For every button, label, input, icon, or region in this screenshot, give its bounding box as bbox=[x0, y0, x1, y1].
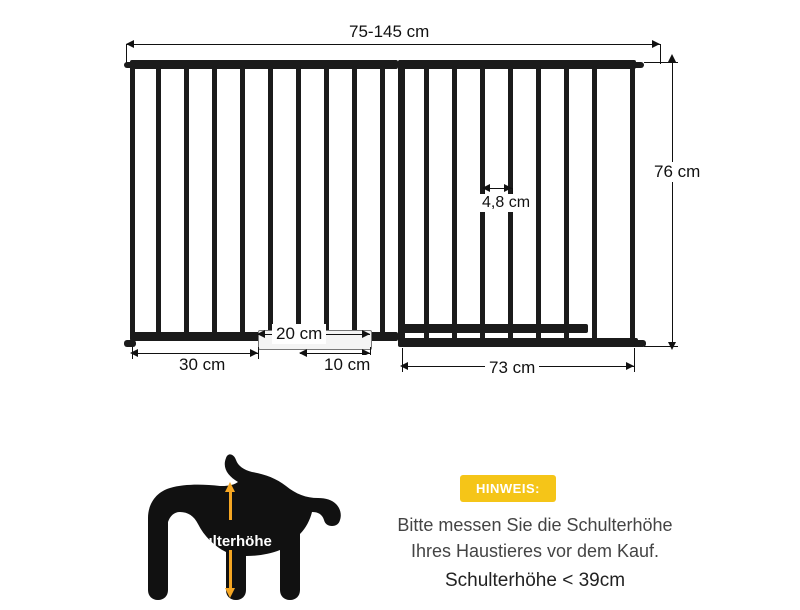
height-dimension-line bbox=[672, 62, 673, 346]
left-panel-tick-left bbox=[132, 347, 133, 359]
extension-small-arrow-left bbox=[257, 330, 265, 338]
gate-top-rail-left bbox=[130, 60, 398, 69]
gate-bar bbox=[324, 66, 329, 340]
extension-tiny-label: 10 cm bbox=[320, 355, 374, 375]
note-line-2: Ihres Haustieres vor dem Kauf. bbox=[410, 541, 660, 561]
gate-bar bbox=[536, 66, 541, 340]
main-panel-tick-left bbox=[402, 348, 403, 372]
top-dimension-tick-right bbox=[660, 44, 661, 64]
gate-bar bbox=[156, 66, 161, 340]
shoulder-arrow-shaft-bottom bbox=[229, 550, 232, 590]
bar-gap-arrow-right bbox=[504, 184, 512, 192]
note-strong-line: Schulterhöhe < 39cm bbox=[444, 570, 626, 591]
gate-divider-post bbox=[398, 60, 405, 342]
gate-post-right bbox=[630, 66, 635, 340]
gate-mount-cap-bottom-left bbox=[124, 340, 136, 347]
dog-silhouette bbox=[110, 440, 370, 610]
note-section bbox=[0, 430, 800, 600]
left-panel-label: 30 cm bbox=[175, 355, 229, 375]
gate-bar bbox=[352, 66, 357, 340]
height-dimension-tick-bottom bbox=[644, 346, 678, 347]
height-label: 76 cm bbox=[650, 162, 704, 182]
top-dimension-arrow-left bbox=[126, 40, 134, 48]
extension-small-label: 20 cm bbox=[272, 324, 326, 344]
gate-bar bbox=[240, 66, 245, 340]
gate-bar bbox=[184, 66, 189, 340]
gate-post-left bbox=[130, 66, 135, 340]
gate-bottom-rail-main bbox=[398, 324, 588, 333]
gate-bar bbox=[268, 66, 273, 340]
top-width-label: 75-145 cm bbox=[345, 22, 433, 42]
left-panel-arrow-right bbox=[250, 349, 258, 357]
shoulder-height-label: Schulterhöhe bbox=[176, 533, 272, 550]
main-panel-arrow-right bbox=[626, 362, 634, 370]
gate-bar bbox=[564, 66, 569, 340]
extension-tiny-dimension-line bbox=[300, 353, 370, 354]
shoulder-arrow-shaft-top bbox=[229, 492, 232, 520]
extension-tiny-arrow-left bbox=[299, 349, 307, 357]
height-dimension-tick-top bbox=[644, 62, 678, 63]
left-panel-tick-right bbox=[258, 347, 259, 359]
gate-bar bbox=[424, 66, 429, 340]
gate-bar bbox=[452, 66, 457, 340]
left-panel-dimension-line bbox=[132, 353, 258, 354]
main-panel-label: 73 cm bbox=[485, 358, 539, 378]
main-panel-tick-right bbox=[634, 348, 635, 372]
gate-bar bbox=[592, 66, 597, 340]
bar-gap-label: 4,8 cm bbox=[478, 194, 534, 212]
top-dimension-arrow-right bbox=[652, 40, 660, 48]
gate-top-rail-right bbox=[398, 60, 636, 69]
gate-bar bbox=[380, 66, 385, 340]
shoulder-arrow-head-up bbox=[225, 482, 235, 492]
height-dimension-arrow-up bbox=[668, 54, 676, 62]
note-line-1: Bitte messen Sie die Schulterhöhe bbox=[397, 515, 673, 535]
shoulder-arrow-head-down bbox=[225, 588, 235, 598]
note-badge: HINWEIS: bbox=[460, 475, 556, 502]
gate-bar bbox=[296, 66, 301, 340]
top-dimension-line bbox=[126, 44, 660, 45]
gate-bottom-rail-right bbox=[398, 338, 638, 347]
gate-bar bbox=[212, 66, 217, 340]
extension-small-arrow-right bbox=[362, 330, 370, 338]
